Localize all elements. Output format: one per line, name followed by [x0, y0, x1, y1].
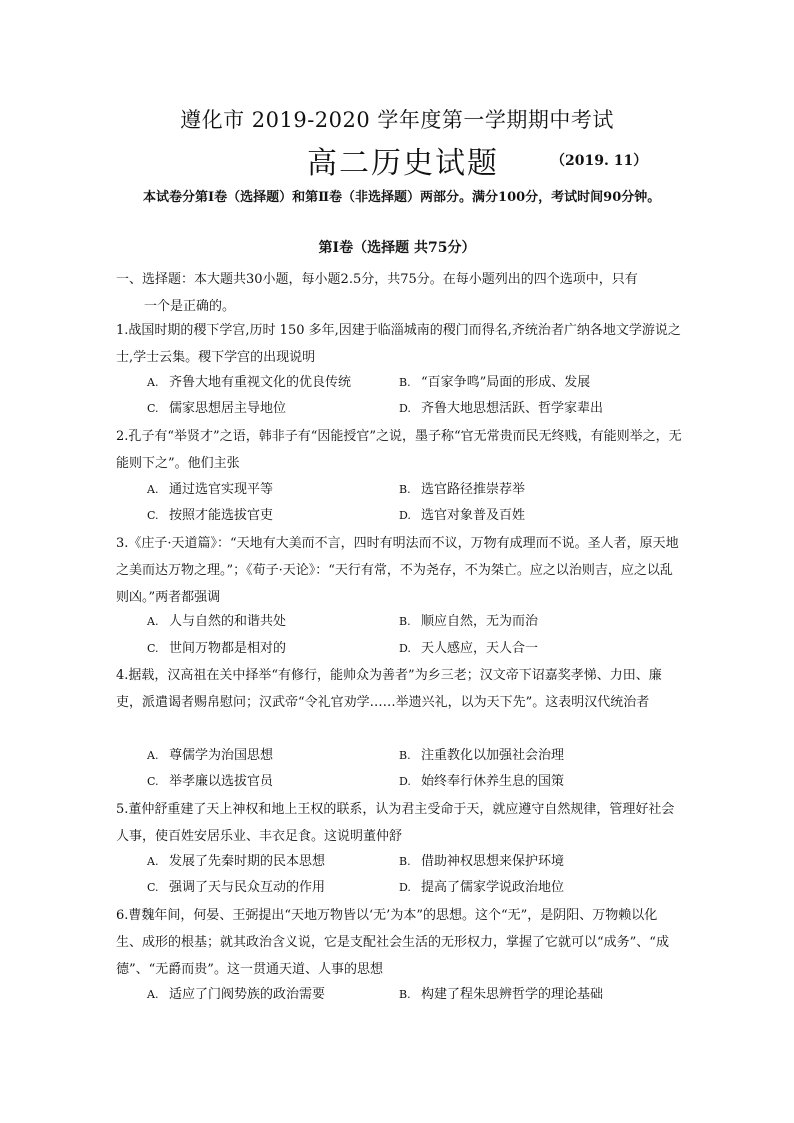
question-5-option-a: A. 发展了先秦时期的民本思想 — [147, 854, 326, 869]
question-5-option-b: B. 借助神权思想来保护环境 — [399, 854, 565, 869]
question-5-stem: 5.董仲舒重建了天上神权和地上王权的联系，认为君主受命于天，就应遵守自然规律，管理好社会人事，使百姓安居乐业、丰衣足食。这说明董仲舒 — [116, 802, 675, 844]
question-1-option-d: D. 齐鲁大地思想活跃、哲学家辈出 — [399, 401, 604, 416]
question-4-option-d: D. 始终奉行休养生息的国策 — [399, 774, 565, 789]
question-1-option-b: B. “百家争鸣”局面的形成、发展 — [399, 375, 591, 390]
question-2-option-d: D. 选官对象普及百姓 — [399, 508, 526, 523]
question-3-option-c: C. 世间万物都是相对的 — [147, 641, 287, 656]
question-2-stem: 2.孔子有“举贤才”之语，韩非子有“因能授官”之说，墨子称“官无常贵而民无终贱，有能则举之，无能则下之”。他们主张 — [116, 429, 682, 471]
question-1-stem: 1.战国时期的稷下学宫,历时 150 多年,因建于临淄城南的稷门而得名,齐统治者广纳各地文学游说之士,学士云集。稷下学宫的出现说明 — [116, 323, 681, 365]
question-2-option-a: A. 通过选官实现平等 — [147, 482, 274, 497]
part-heading: 第Ⅰ卷（选择题 共75分） — [318, 240, 476, 256]
question-1-option-a: A. 齐鲁大地有重视文化的优良传统 — [147, 375, 352, 390]
question-4-option-c: C. 举孝廉以选拔官员 — [147, 774, 274, 789]
question-6-option-b: B. 构建了程朱思辨哲学的理论基础 — [399, 987, 604, 1002]
exam-intro: 本试卷分第Ⅰ卷（选择题）和第Ⅱ卷（非选择题）两部分。满分100分，考试时间90分钟。 — [143, 190, 661, 205]
question-4-option-b: B. 注重教化以加强社会治理 — [399, 748, 565, 763]
question-6-stem: 6.曹魏年间，何晏、王弼提出“天地万物皆以‘无’为本”的思想。这个“无”，是阴阳、万物赖以化生、成形的根基；就其政治含义说，它是支配社会生活的无形权力，掌握了它就可以“成务”、“成德”、“无爵而贵”。这一贯通天道、人事的思想 — [116, 908, 669, 977]
section-instructions — [116, 266, 682, 320]
question-2-option-c: C. 按照才能选拔官吏 — [147, 508, 274, 523]
subject-title: 高二历史试题 — [307, 146, 499, 181]
instructions-line1: 一、选择题：本大题共30小题，每小题2.5分，共75分。在每小题列出的四个选项中，只有 — [116, 272, 638, 287]
exam-title: 遵化市 2019-2020 学年度第一学期期中考试 — [180, 108, 614, 132]
question-3-option-b: B. 顺应自然，无为而治 — [399, 614, 539, 629]
question-3-option-a: A. 人与自然的和谐共处 — [147, 614, 287, 629]
exam-date: （2019. 11） — [551, 153, 648, 169]
question-4-stem: 4.据载，汉高祖在关中择举“有修行，能帅众为善者”为乡三老；汉文帝下诏嘉奖孝悌、力田、廉吏，派遣谒者赐帛慰问；汉武帝“令礼官劝学……举遗兴礼，以为天下先”。这表明汉代统治者 — [116, 668, 662, 710]
subject-title-row — [0, 138, 794, 182]
question-4-option-a: A. 尊儒学为治国思想 — [147, 748, 274, 763]
question-2-option-b: B. 选官路径推崇荐举 — [399, 482, 526, 497]
question-5-option-c: C. 强调了天与民众互动的作用 — [147, 880, 326, 895]
question-1-option-c: C. 儒家思想居主导地位 — [147, 401, 287, 416]
question-3-stem: 3.《庄子·天道篇》：“天地有大美而不言，四时有明法而不议，万物有成理而不说。圣人者，原天地之美而达万物之理。”；《荀子·天论》：“天行有常，不为尧存，不为桀亡。应之以治则吉，应之以乱则凶。”两者都强调 — [116, 536, 679, 605]
question-6-option-a: A. 适应了门阀势族的政治需要 — [147, 987, 326, 1002]
instructions-line2: 一个是正确的。 — [144, 299, 236, 314]
question-5-option-d: D. 提高了儒家学说政治地位 — [399, 880, 565, 895]
question-3-option-d: D. 天人感应，天人合一 — [399, 641, 539, 656]
